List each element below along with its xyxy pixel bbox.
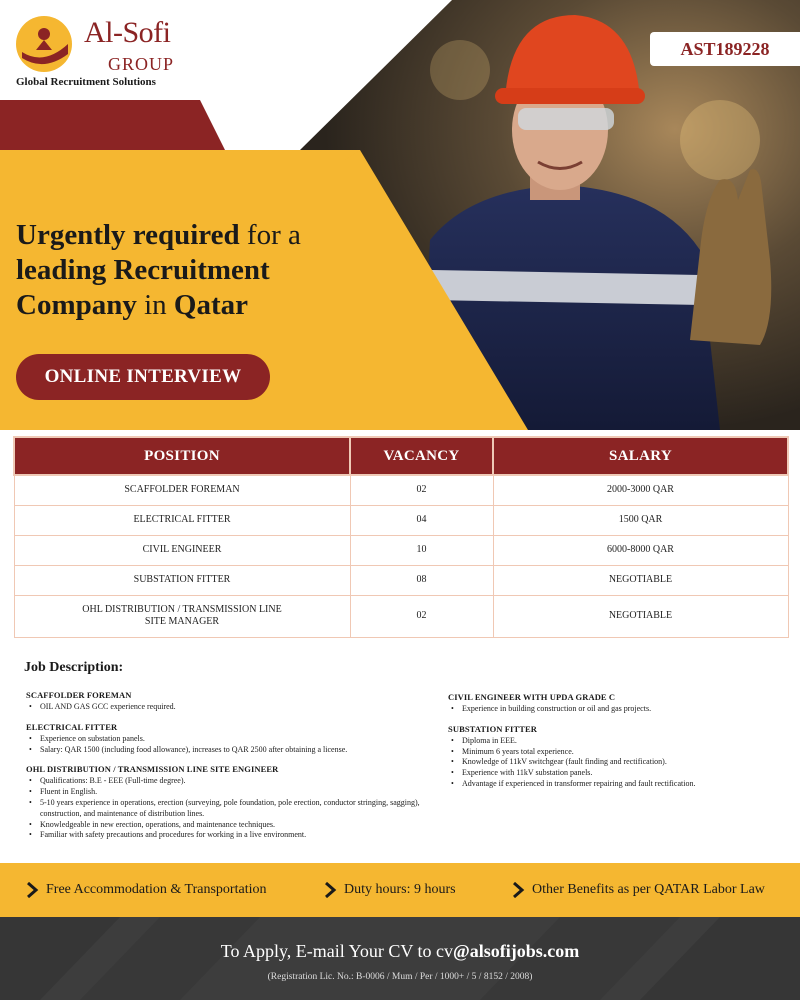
headline [16,218,356,323]
cell-salary: 2000-3000 QAR [493,475,788,505]
headline-plain-1: for a [239,219,301,251]
cell-vacancy: 02 [350,595,493,637]
cell-position-line2: SITE MANAGER [144,616,220,627]
job-block-title: ELECTRICAL FITTER [26,721,118,732]
cell-position: ELECTRICAL FITTER [14,505,350,535]
job-bullet: • Knowledgeable in new erection, operations, and maintenance techniques. [29,820,436,831]
job-bullet: • Fluent in English. [29,787,436,798]
job-block [448,692,788,715]
job-bullet: • Qualifications: B.E - EEE (Full-time degree). [29,776,436,787]
online-interview-button[interactable]: ONLINE INTERVIEW [16,354,270,400]
cell-position-line1: OHL DISTRIBUTION / TRANSMISSION LINE [82,604,282,615]
cell-vacancy: 02 [350,475,493,505]
job-block-title: OHL DISTRIBUTION / TRANSMISSION LINE SITE ENGINEER [26,764,279,775]
headline-plain-2: in [136,289,174,321]
job-description-right-column [448,692,788,799]
benefit-label: Other Benefits as per QATAR Labor Law [532,882,765,897]
benefits-bar [0,863,800,917]
reference-code-badge: AST189228 [650,32,800,66]
job-block [26,764,436,841]
apply-prefix: To Apply, E-mail Your CV to cv [220,941,453,961]
apply-email[interactable]: @alsofijobs.com [453,941,580,961]
hero-banner [0,0,800,430]
brand-group: GROUP [108,54,175,74]
job-block [26,690,436,713]
headline-bold-1: Urgently required [16,219,240,251]
logo-emblem-icon [14,14,80,76]
benefit-item [24,863,266,917]
vacancy-table [13,436,787,638]
benefit-item [510,863,765,917]
cell-vacancy: 08 [350,565,493,595]
chevron-right-icon [322,882,338,898]
cell-salary: 6000-8000 QAR [493,535,788,565]
job-bullet: • Knowledge of 11kV switchgear (fault finding and rectification). [451,757,788,768]
cell-position: CIVIL ENGINEER [14,535,350,565]
footer [0,917,800,1000]
table-row [14,505,788,535]
table-row [14,595,788,637]
table-row [14,535,788,565]
job-bullet: • OIL AND GAS GCC experience required. [29,702,436,713]
header-salary: SALARY [493,437,788,475]
brand-tagline: Global Recruitment Solutions [16,76,156,88]
job-bullet: • Experience with 11kV substation panels. [451,768,788,779]
header-position: POSITION [14,437,350,475]
cell-position [14,595,350,637]
cell-position: SCAFFOLDER FOREMAN [14,475,350,505]
headline-bold-2: leading Recruitment Company [16,254,270,321]
job-bullet: • Minimum 6 years total experience. [451,747,788,758]
headline-bold-3: Qatar [173,289,249,321]
cell-vacancy: 10 [350,535,493,565]
job-block-title: CIVIL ENGINEER WITH UPDA GRADE C [448,692,616,702]
job-description-title: Job Description: [24,660,124,675]
job-bullet: • Salary: QAR 1500 (including food allowance), increases to QAR 2500 after obtaining a license. [29,745,436,756]
company-logo [14,14,184,94]
job-bullet: • Diploma in EEE. [451,736,788,747]
job-block-title: SUBSTATION FITTER [448,723,538,734]
cell-salary: NEGOTIABLE [493,565,788,595]
job-bullet: • Advantage if experienced in transformer repairing and fault rectification. [451,779,788,790]
chevron-right-icon [510,882,526,898]
benefit-label: Duty hours: 9 hours [344,882,456,897]
cell-position: SUBSTATION FITTER [14,565,350,595]
chevron-right-icon [24,882,40,898]
registration-number: (Registration Lic. No.: B-0006 / Mum / Per / 1000+ / 5 / 8152 / 2008) [267,972,533,982]
header-vacancy: VACANCY [350,437,493,475]
apply-instructions [0,941,800,962]
job-block-title: SCAFFOLDER FOREMAN [26,690,132,700]
brand-name: Al-Sofi [84,16,171,49]
job-block [26,722,436,756]
table-header-row [14,437,788,475]
job-bullet: • Experience on substation panels. [29,734,436,745]
table-row [14,565,788,595]
job-bullet: • Experience in building construction or oil and gas projects. [451,704,788,715]
job-bullet: • Familiar with safety precautions and procedures for working in a live environment. [29,830,436,841]
job-description [24,660,784,840]
cell-salary: 1500 QAR [493,505,788,535]
cell-vacancy: 04 [350,505,493,535]
benefit-label: Free Accommodation & Transportation [46,882,267,897]
job-block [448,724,788,790]
table-row [14,475,788,505]
cell-salary: NEGOTIABLE [493,595,788,637]
benefit-item [322,863,456,917]
job-bullet: • 5-10 years experience in operations, erection (surveying, pole foundation, pole erection, conductor stringing, sagging), construction, and maintenance of distribution lines. [29,798,436,820]
job-description-left-column [26,690,436,850]
